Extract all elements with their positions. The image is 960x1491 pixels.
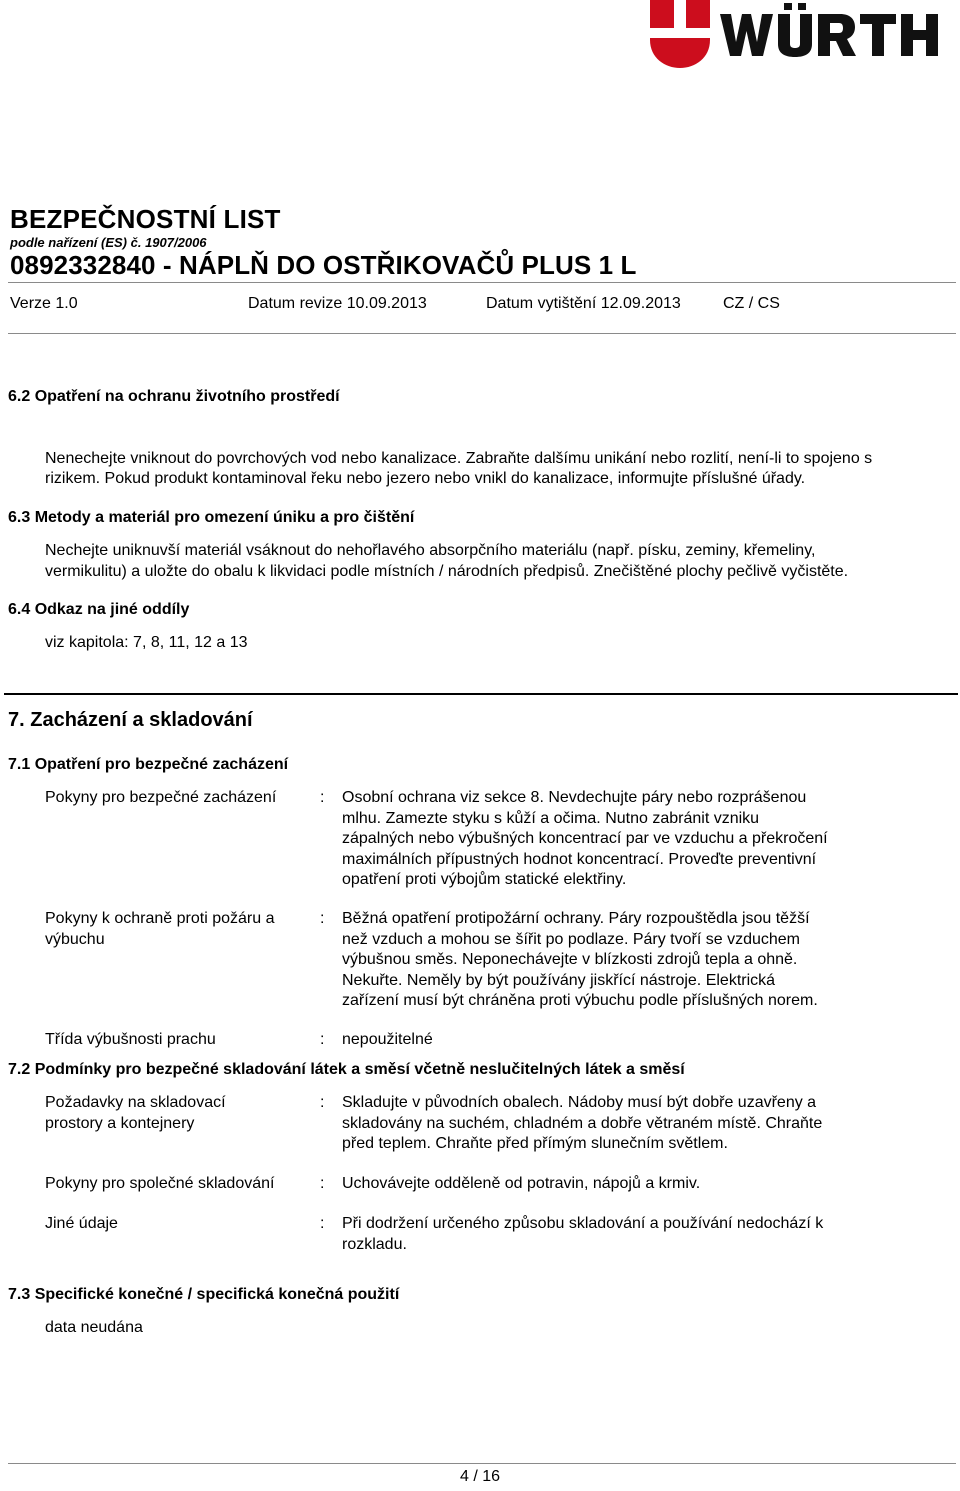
row-value-line: Skladujte v původních obalech. Nádoby musí být dobře uzavřeny a xyxy=(342,1094,817,1111)
section-6-3-text-line-1: Nechejte uniknuvší materiál vsáknout do nehořlavého absorpčního materiálu (např. písku, zeminy, křemeliny, xyxy=(45,542,816,559)
row-value xyxy=(342,788,932,891)
row-colon: : xyxy=(320,789,325,806)
row-value-line: rozkladu. xyxy=(342,1235,407,1253)
row-value-line: opatření proti výbojům statické elektřiny. xyxy=(342,871,627,888)
row-label xyxy=(45,1174,307,1195)
section-6-4-heading: 6.4 Odkaz na jiné oddíly xyxy=(8,601,190,618)
section-6-2-text-line-2: rizikem. Pokud produkt kontaminoval řeku nebo jezero nebo vnikl do kanalizace, informujte příslušné úřady. xyxy=(45,470,806,487)
divider xyxy=(8,333,956,334)
revision-date: Datum revize 10.09.2013 xyxy=(248,295,427,312)
row-colon: : xyxy=(320,1215,325,1232)
row-label xyxy=(45,909,307,950)
row-colon: : xyxy=(320,910,325,927)
row-label-line: Jiné údaje xyxy=(45,1215,118,1232)
row-value-line: zápalných nebo výbušných koncentrací par ve vzduchu a překročení xyxy=(342,830,828,847)
wurth-logo xyxy=(648,0,960,72)
row-value-line: skladovány na suchém, chladném a dobře větraném místě. Chraňte xyxy=(342,1114,823,1132)
section-7-1-heading: 7.1 Opatření pro bezpečné zacházení xyxy=(8,756,289,773)
row-value-line: Při dodržení určeného způsobu skladování a používání nedochází k xyxy=(342,1215,824,1232)
row-label xyxy=(45,1214,307,1235)
row-value xyxy=(342,1214,932,1255)
row-value-line: maximálních přípustných hodnot koncentrací. Proveďte preventivní xyxy=(342,850,817,868)
row-colon: : xyxy=(320,1031,325,1048)
row-colon: : xyxy=(320,1094,325,1111)
section-7-3-text: data neudána xyxy=(45,1319,143,1336)
row-value-line: výbušnou směs. Neponechávejte v blízkosti zdrojů tepla a ohně. xyxy=(342,951,798,968)
row-value xyxy=(342,909,932,1012)
footer-divider xyxy=(8,1463,956,1464)
row-value-line: nepoužitelné xyxy=(342,1031,433,1048)
row-value-line: Osobní ochrana viz sekce 8. Nevdechujte páry nebo rozprášenou xyxy=(342,789,807,806)
print-date: Datum vytištění 12.09.2013 xyxy=(486,295,681,312)
row-label-line: Pokyny k ochraně proti požáru a xyxy=(45,910,275,927)
row-value xyxy=(342,1174,932,1195)
row-value xyxy=(342,1030,932,1051)
section-7-2-heading: 7.2 Podmínky pro bezpečné skladování látek a směsí včetně neslučitelných látek a směsí xyxy=(8,1061,685,1078)
row-value-line: než vzduch a mohou se šířit po podlaze. Páry tvoří se vzduchem xyxy=(342,930,801,948)
regulation-reference: podle nařízení (ES) č. 1907/2006 xyxy=(10,235,207,250)
row-label-line: výbuchu xyxy=(45,930,105,948)
row-label-line: prostory a kontejnery xyxy=(45,1114,195,1132)
section-6-2-heading: 6.2 Opatření na ochranu životního prostředí xyxy=(8,388,340,405)
row-value-line: před teplem. Chraňte před přímým slunečním světlem. xyxy=(342,1135,728,1152)
section-divider xyxy=(4,693,958,695)
row-value xyxy=(342,1093,932,1155)
row-label-line: Třída výbušnosti prachu xyxy=(45,1031,216,1048)
document-title: BEZPEČNOSTNÍ LIST xyxy=(10,204,281,234)
logo-wordmark xyxy=(720,3,938,57)
section-6-3-text-line-2: vermikulitu) a uložte do obalu k likvidaci podle místních / národních předpisů. Znečištěné plochy pečlivě vyčistěte. xyxy=(45,563,849,580)
version: Verze 1.0 xyxy=(10,295,78,312)
divider xyxy=(8,282,956,283)
row-label xyxy=(45,1093,307,1134)
row-value-line: Uchovávejte odděleně od potravin, nápojů a krmiv. xyxy=(342,1175,701,1192)
row-label-line: Požadavky na skladovací xyxy=(45,1094,226,1111)
row-value-line: mlhu. Zamezte styku s kůží a očima. Nutno zabránit vzniku xyxy=(342,809,760,827)
logo-emblem-icon xyxy=(650,0,710,68)
section-6-4-text: viz kapitola: 7, 8, 11, 12 a 13 xyxy=(45,634,248,651)
row-colon: : xyxy=(320,1175,325,1192)
row-label-line: Pokyny pro společné skladování xyxy=(45,1175,275,1192)
row-label xyxy=(45,1030,307,1051)
product-name: 0892332840 - NÁPLŇ DO OSTŘIKOVAČŮ PLUS 1 L xyxy=(10,250,637,280)
section-6-3-heading: 6.3 Metody a materiál pro omezení úniku a pro čištění xyxy=(8,509,415,526)
row-label-line: Pokyny pro bezpečné zacházení xyxy=(45,789,277,806)
row-label xyxy=(45,788,307,809)
row-value-line: Nekuřte. Neměly by být používány jiskřící nástroje. Elektrická xyxy=(342,971,776,989)
section-6-2-text-line-1: Nenechejte vniknout do povrchových vod nebo kanalizace. Zabraňte dalšímu unikání nebo rozlití, není-li to spojeno s xyxy=(45,450,873,467)
section-7-3-heading: 7.3 Specifické konečné / specifická konečná použití xyxy=(8,1286,400,1303)
page-number: 4 / 16 xyxy=(459,1468,501,1485)
section-7-heading: 7. Zacházení a skladování xyxy=(8,709,253,731)
row-value-line: Běžná opatření protipožární ochrany. Páry rozpouštědla jsou těžší xyxy=(342,910,810,927)
locale: CZ / CS xyxy=(723,295,780,312)
row-value-line: zařízení musí být chráněna proti výbuchu podle příslušných norem. xyxy=(342,992,818,1009)
